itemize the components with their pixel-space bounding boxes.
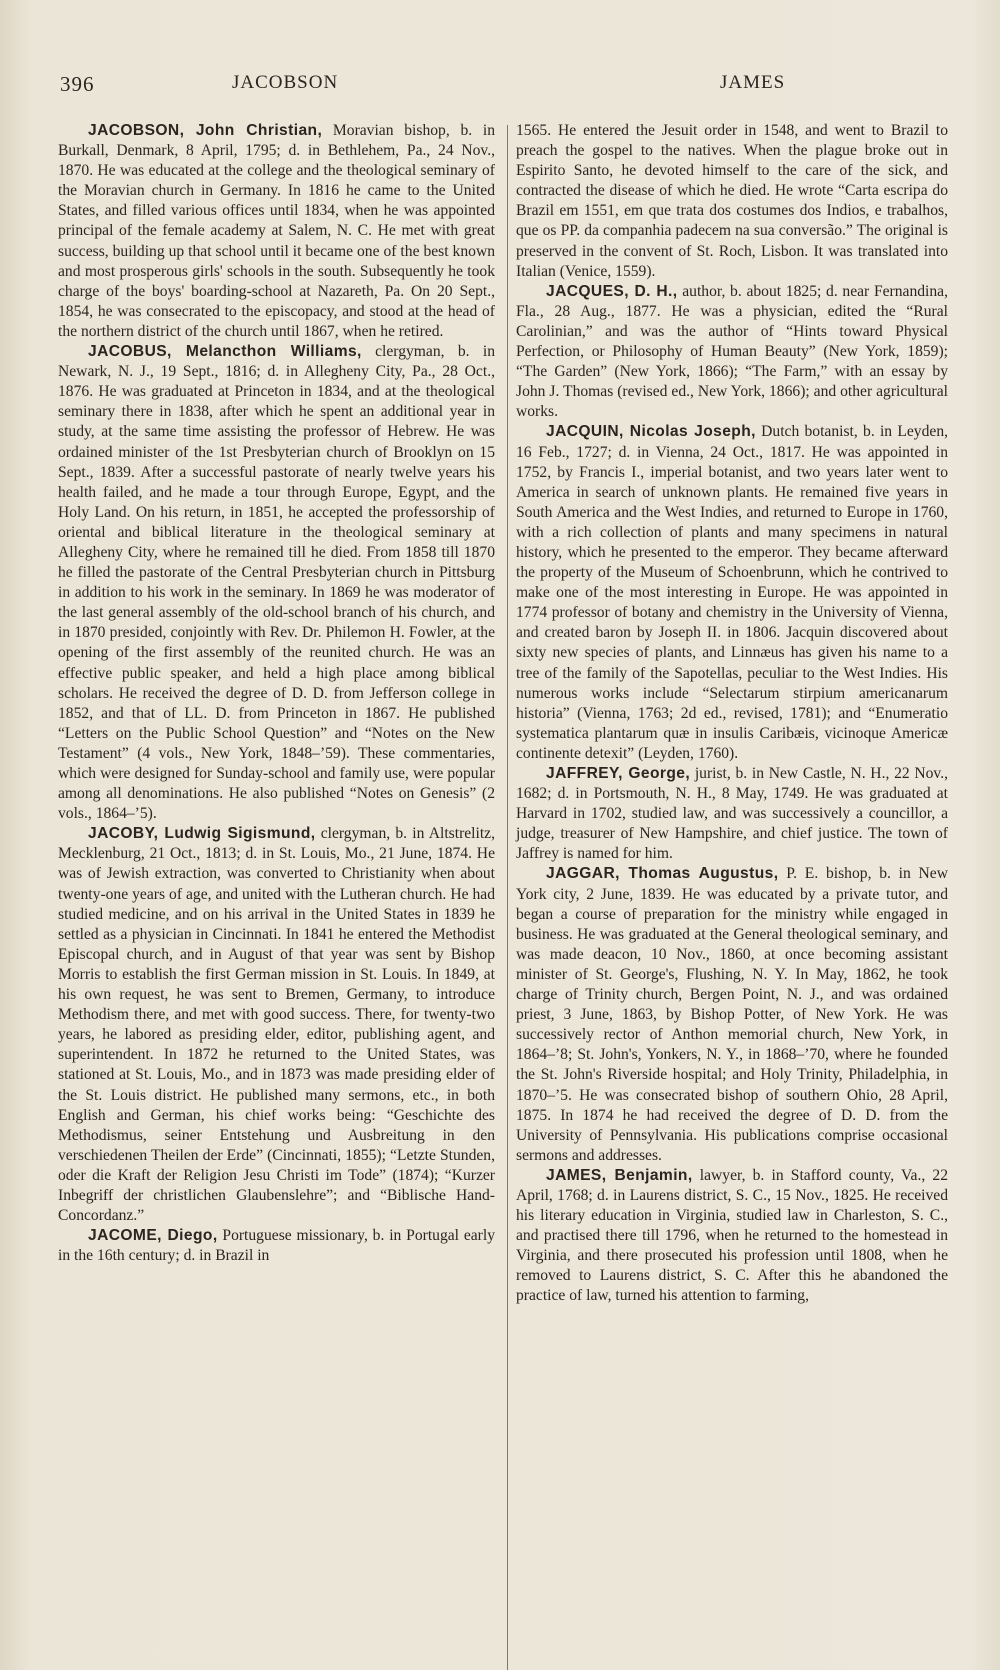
- entry-jacobus: [58, 342, 495, 824]
- entry-headword: JACOBSON, John Christian,: [88, 122, 323, 139]
- entry-text: clergyman, b. in Altstrelitz, Mecklenburg, 21 Oct., 1813; d. in St. Louis, Mo., 21 June, 1874. He was of Jewish extraction, was converted to Christianity when about twenty-one years of age, and united with the Lutheran church. He had studied medicine, and on his arrival in the United States in 1839 he settled as a physician in Cincinnati. In 1841 he entered the Methodist Episcopal church, and in August of that year was sent by Bishop Morris to establish the first German mission in St. Louis. In 1849, at his own request, he was sent to Bremen, Germany, to introduce Methodism there, and met with good success. There, for twenty-two years, he labored as presiding elder, editor, publishing agent, and superintendent. In 1872 he returned to the United States, was stationed at St. Louis, Mo., and in 1873 was made presiding elder of the St. Louis district. He published many sermons, etc., in both English and German, his chief works being: “Geschichte des Methodismus, seiner Entstehung und Ausbreitung in den verschiedenen Theilen der Erde” (Cincinnati, 1855); “Letzte Stunden, oder die Kraft der Religion Jesu Christi im Tode” (1874); “Kurzer Inbegriff der christlichen Glaubenslehre”; and “Biblische Hand-Concordanz.”: [58, 825, 496, 1225]
- entry-text: author, b. about 1825; d. near Fernandina, Fla., 28 Aug., 1877. He was a physician, edited the “Rural Carolinian,” and was the author of “Hints toward Physical Perfection, or Philosophy of Human Beauty” (New York, 1859); “The Garden” (New York, 1866); “The Farm,” with an essay by John J. Thomas (revised ed., New York, 1866); and other agricultural works.: [516, 282, 949, 421]
- entry-jacome-continued: [516, 121, 948, 282]
- entry-text: Dutch botanist, b. in Leyden, 16 Feb., 1727; d. in Vienna, 24 Oct., 1817. He was appointed in 1752, by Francis I., imperial botanist, and two years later went to America in search of unknown plants. He remained five years in South America and the West Indies, and returned to Europe in 1760, with a rich collection of plants and many specimens in natural history, which he presented to the emperor. They became afterward the property of the Museum of Schoenbrunn, which he contrived to make one of the most interesting in Europe. He was appointed in 1774 professor of botany and chemistry in the University of Vienna, and created baron by Joseph II. in 1806. Jacquin discovered about sixty new species of plants, and Linnæus has given his name to a tree of the family of the Sapotellas, peculiar to the West Indies. His numerous works include “Selectarum stirpium americanarum historia” (Vienna, 1763; 2d ed., revised, 1781); and “Enumeratio systematica plantarum quæ in insulis Caribæis, vicinoque Americæ continente detexit” (Leyden, 1760).: [516, 423, 949, 762]
- entry-headword: JACOBY, Ludwig Sigismund,: [88, 825, 316, 843]
- entry-headword: JAGGAR, Thomas Augustus,: [546, 865, 779, 883]
- entry-jacome: [58, 1226, 495, 1266]
- entry-jacques: [516, 282, 948, 423]
- entry-jaggar: [516, 864, 948, 1165]
- left-column: [58, 121, 495, 1266]
- entry-text: 1565. He entered the Jesuit order in 1548, and went to Brazil to preach the gospel to the natives. When the plague broke out in Espirito Santo, he devoted himself to the care of the sick, and contracted the disease of which he died. He wrote “Carta escripa do Brazil em 1551, em que trata dos costumes dos Indios, e trabalhos, que os PP. da companhia padecem na sua conversão.” The original is preserved in the convent of St. Roch, Lisbon. It was translated into Italian (Venice, 1559).: [516, 122, 948, 280]
- entry-text: Moravian bishop, b. in Burkall, Denmark, 8 April, 1795; d. in Bethlehem, Pa., 24 Nov., 1870. He was educated at the college and the theological seminary of the Moravian church in Germany. In 1816 he came to the United States, and filled various offices until 1834, when he was appointed principal of the female academy at Salem, N. C. He met with great success, building up that school until it became one of the best known and most prosperous girls' schools in the south. Subsequently he took charge of the boys' boarding-school at Nazareth, Pa. On 20 Sept., 1854, he was consecrated to the episcopacy, and stood at the head of the northern district of the church until 1867, when he retired.: [58, 122, 495, 340]
- entry-headword: JAFFREY, George,: [546, 765, 691, 782]
- entry-text: lawyer, b. in Stafford county, Va., 22 April, 1768; d. in Laurens district, S. C., 15 Nov., 1825. He received his literary education in Virginia, studied law in Charleston, S. C., and practised there till 1796, when he returned to the homestead in Virginia, and there prosecuted his profession until 1808, when he removed to Laurens district, S. C. After this he abandoned the practice of law, turned his attention to farming,: [516, 1166, 948, 1305]
- entry-text: Portuguese missionary, b. in Portugal early in the 16th century; d. in Brazil in: [58, 1227, 495, 1265]
- entry-jacquin: [516, 422, 948, 764]
- running-head-right: JAMES: [720, 72, 786, 93]
- page-number: 396: [60, 72, 95, 96]
- entry-text: jurist, b. in New Castle, N. H., 22 Nov., 1682; d. in Portsmouth, N. H., 8 May, 1749. He was graduated at Harvard in 1702, studied law, and was successively a councillor, a judge, treasurer of New Hampshire, and chief justice. The town of Jaffrey is named for him.: [516, 765, 949, 863]
- entry-headword: JAMES, Benjamin,: [546, 1166, 693, 1184]
- entry-headword: JACOBUS, Melancthon Williams,: [88, 343, 362, 361]
- entry-jacoby: [58, 824, 495, 1226]
- entry-james: [516, 1166, 948, 1307]
- running-head-left: JACOBSON: [232, 72, 339, 93]
- entry-jacobson: [58, 121, 495, 342]
- entry-headword: JACQUES, D. H.,: [546, 282, 678, 300]
- right-column: [516, 121, 948, 1307]
- column-divider: [507, 125, 508, 1670]
- entry-headword: JACQUIN, Nicolas Joseph,: [546, 423, 756, 441]
- entry-text: P. E. bishop, b. in New York city, 2 June, 1839. He was educated by a private tutor, and began a course of preparation for the ministry while engaged in business. He was graduated at the General theological seminary, and was made deacon, 10 Nov., 1860, at once becoming assistant minister of St. George's, Flushing, N. Y. In May, 1862, he took charge of Trinity church, Bergen Point, N. J., and was ordained priest, 3 June, 1863, by Bishop Potter, of New York. He was successively rector of Anthon memorial church, New York, in 1864–’8; St. John's, Yonkers, N. Y., in 1868–’70, where he founded the St. John's Riverside hospital; and Holy Trinity, Philadelphia, in 1870–’5. He was consecrated bishop of southern Ohio, 28 April, 1875. In 1874 he had received the degree of D. D. from the University of Pennsylvania. His publications comprise occasional sermons and addresses.: [516, 865, 948, 1164]
- entry-headword: JACOME, Diego,: [88, 1227, 218, 1245]
- entry-text: clergyman, b. in Newark, N. J., 19 Sept., 1816; d. in Allegheny City, Pa., 28 Oct., 1876. He was graduated at Princeton in 1834, and at the theological seminary there in 1838, after which he spent an additional year in study, at the same time assisting the professor of Hebrew. He was ordained minister of the 1st Presbyterian church of Brooklyn on 15 Sept., 1839. After a successful pastorate of nearly twelve years his health failed, and he made a tour through Europe, Egypt, and the Holy Land. On his return, in 1851, he accepted the professorship of oriental and biblical literature in the theological seminary at Allegheny City, where he remained till he died. From 1858 till 1870 he filled the pastorate of the Central Presbyterian church in Pittsburg in addition to his work in the seminary. In 1869 he was moderator of the last general assembly of the old-school branch of his church, and in 1870 presided, conjointly with Rev. Dr. Philemon H. Fowler, at the opening of the first assembly of the reunited church. He was an effective public speaker, and held a high place among biblical scholars. He received the degree of D. D. from Jefferson college in 1852, and that of LL. D. from Princeton in 1867. He published “Letters on the Public School Question” and “Notes on the New Testament” (4 vols., New York, 1848–’59). These commentaries, which were designed for Sunday-school and family use, were popular among all denominations. He also published “Notes on Genesis” (2 vols., 1864–’5).: [58, 343, 495, 823]
- running-header: [0, 72, 1000, 102]
- entry-jaffrey: [516, 764, 948, 864]
